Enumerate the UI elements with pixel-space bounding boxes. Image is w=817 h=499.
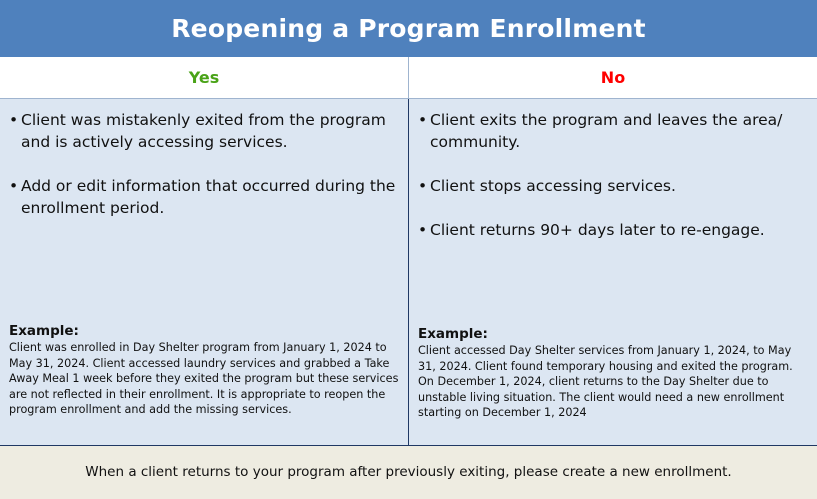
- header-divider: [408, 57, 409, 99]
- example-label: Example:: [418, 326, 488, 342]
- bullet-text: Client stops accessing services.: [430, 177, 676, 195]
- list-item: [418, 219, 809, 241]
- yes-column-header: Yes: [188, 68, 220, 87]
- example-text: Client accessed Day Shelter services from January 1, 2024, to May 31, 2024. Client found temporary housing and exited the program. On December 1, 2024, client returns to the Day Shelter due to unstable living situation. The client would need a new enrollment starting on December 1, 2024: [418, 344, 793, 419]
- list-item: [418, 175, 809, 197]
- bullet-text: Client was mistakenly exited from the program and is actively accessing services.: [21, 111, 386, 151]
- bullet-text: Client returns 90+ days later to re-engage.: [430, 221, 765, 239]
- list-item: [9, 175, 400, 219]
- example-text: Client was enrolled in Day Shelter program from January 1, 2024 to May 31, 2024. Client accessed laundry services and grabbed a Take Away Meal 1 week before they exited the program but these services are not reflected in their enrollment. It is appropriate to reopen the program enrollment and add the missing services.: [9, 341, 399, 416]
- list-item: [9, 109, 400, 153]
- no-column: [409, 99, 817, 445]
- yes-bullet-list: [9, 109, 400, 241]
- footer-note: When a client returns to your program after previously exiting, please create a new enrollment.: [0, 445, 817, 499]
- no-bullet-list: [418, 109, 809, 263]
- list-item: [418, 109, 809, 153]
- bullet-text: Add or edit information that occurred during the enrollment period.: [21, 177, 396, 217]
- bullet-icon: •: [418, 111, 428, 129]
- bullet-icon: •: [9, 111, 19, 129]
- yes-example: [9, 322, 400, 418]
- example-label: Example:: [9, 323, 79, 339]
- column-divider: [408, 99, 409, 445]
- bullet-icon: •: [418, 221, 428, 239]
- no-column-header: No: [600, 68, 626, 87]
- yes-column: [0, 99, 408, 445]
- bullet-icon: •: [9, 177, 19, 195]
- page-title: Reopening a Program Enrollment: [0, 0, 817, 57]
- bullet-icon: •: [418, 177, 428, 195]
- bullet-text: Client exits the program and leaves the area/ community.: [430, 111, 783, 151]
- no-example: [418, 325, 809, 421]
